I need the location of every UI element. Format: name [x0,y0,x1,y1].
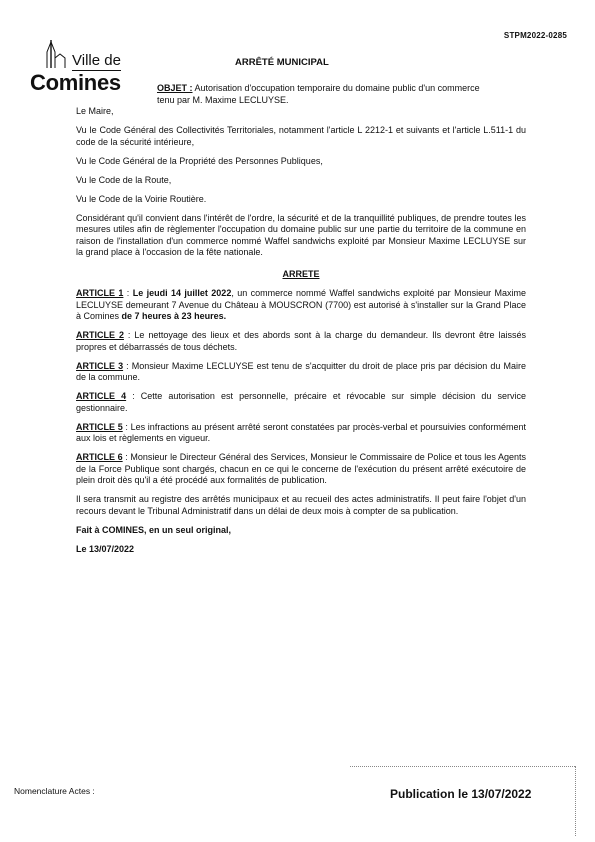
city-logo [30,40,140,96]
le-maire: Le Maire, [76,106,114,116]
objet-label: OBJET : [157,83,193,93]
article-4-label: ARTICLE 4 [76,391,127,401]
objet-block [157,82,492,106]
article-1-date: Le jeudi 14 juillet 2022 [132,288,232,298]
considerant: Considérant qu'il convient dans l'intérêt de l'ordre, la sécurité et de la tranquillité publiques, de prendre toutes les mesures utiles afin de règlementer l'occupation du domaine public sur une partie du territoire de la commune en raison de l'installation d'un commerce nommé Waffel sandwichs exploité par Monsieur Maxime LECLUYSE sur la grand place à l'occasion de la fête nationale. [76,212,526,257]
logo-line-ville-de: Ville de [72,52,121,69]
objet-text: Autorisation d'occupation temporaire du domaine public d'un commerce tenu par M. Maxime LECLUYSE. [157,83,480,105]
signature-date: Le 13/07/2022 [76,543,135,554]
footer-divider-vertical [575,766,576,836]
signature-place: Fait à COMINES, en un seul original, [76,524,232,535]
vu-code-route: Vu le Code de la Route, [76,174,172,185]
vu-voirie: Vu le Code de la Voirie Routière. [76,193,207,204]
article-1-label: ARTICLE 1 [76,288,124,298]
document-reference: STPM2022-0285 [503,31,567,40]
article-6: ARTICLE 6 : Monsieur le Directeur Général des Services, Monsieur le Commissaire de Police et tous les Agents de la Force Publique sont chargés, chacun en ce qui le concerne de l'exécution du présent arrêté exécutoire de plein droit dès qu'il a été procédé aux formalités de publication. [76,452,526,485]
arrete-heading: ARRETE [282,268,320,279]
article-1: ARTICLE 1 : Le jeudi 14 juillet 2022, un commerce nommé Waffel sandwichs exploité par Monsieur Maxime LECLUYSE demeurant 7 Avenue du Château à MOUSCRON (7700) est autorisé à s'installer sur la Grand Place à Comines de 7 heures à 23 heures. [76,288,526,321]
church-icon [44,40,68,70]
article-2-label: ARTICLE 2 [76,330,124,340]
article-5: ARTICLE 5 : Les infractions au présent arrêté seront constatées par procès-verbal et poursuivies conformément aux lois et règlements en vigueur. [76,421,526,443]
article-3: ARTICLE 3 : Monsieur Maxime LECLUYSE est tenu de s'acquitter du droit de place pris par décision du Maire de la commune. [76,360,526,382]
article-5-label: ARTICLE 5 [76,421,123,432]
nomenclature-label: Nomenclature Actes : [14,786,95,796]
vu-cgct: Vu le Code Général des Collectivités Territoriales, notamment l'article L 2212-1 et suivants et l'article L.511-1 du code de la sécurité intérieure, [76,125,526,147]
logo-line-comines: Comines [30,70,121,95]
document-title: ARRÊTÉ MUNICIPAL [235,57,329,68]
vu-cgppp: Vu le Code Général de la Propriété des Personnes Publiques, [76,155,323,166]
footer-divider [350,766,575,767]
document-body [76,106,526,563]
article-4: ARTICLE 4 : Cette autorisation est personnelle, précaire et révocable sur simple décision du service gestionnaire. [76,391,526,413]
article-6-label: ARTICLE 6 [76,452,123,462]
transmission-note: Il sera transmit au registre des arrêtés municipaux et au recueil des actes administratifs. Il peut faire l'objet d'un recours devant le Tribunal Administratif dans un délai de deux mois à compter de sa publication. [76,494,526,516]
article-1-hours: de 7 heures à 23 heures. [121,311,227,321]
publication-date: Publication le 13/07/2022 [390,787,532,801]
article-2: ARTICLE 2 : Le nettoyage des lieux et des abords sont à la charge du demandeur. Ils devront être laissés propres et débarrassés de tous déchets. [76,330,526,352]
article-3-label: ARTICLE 3 [76,360,124,371]
